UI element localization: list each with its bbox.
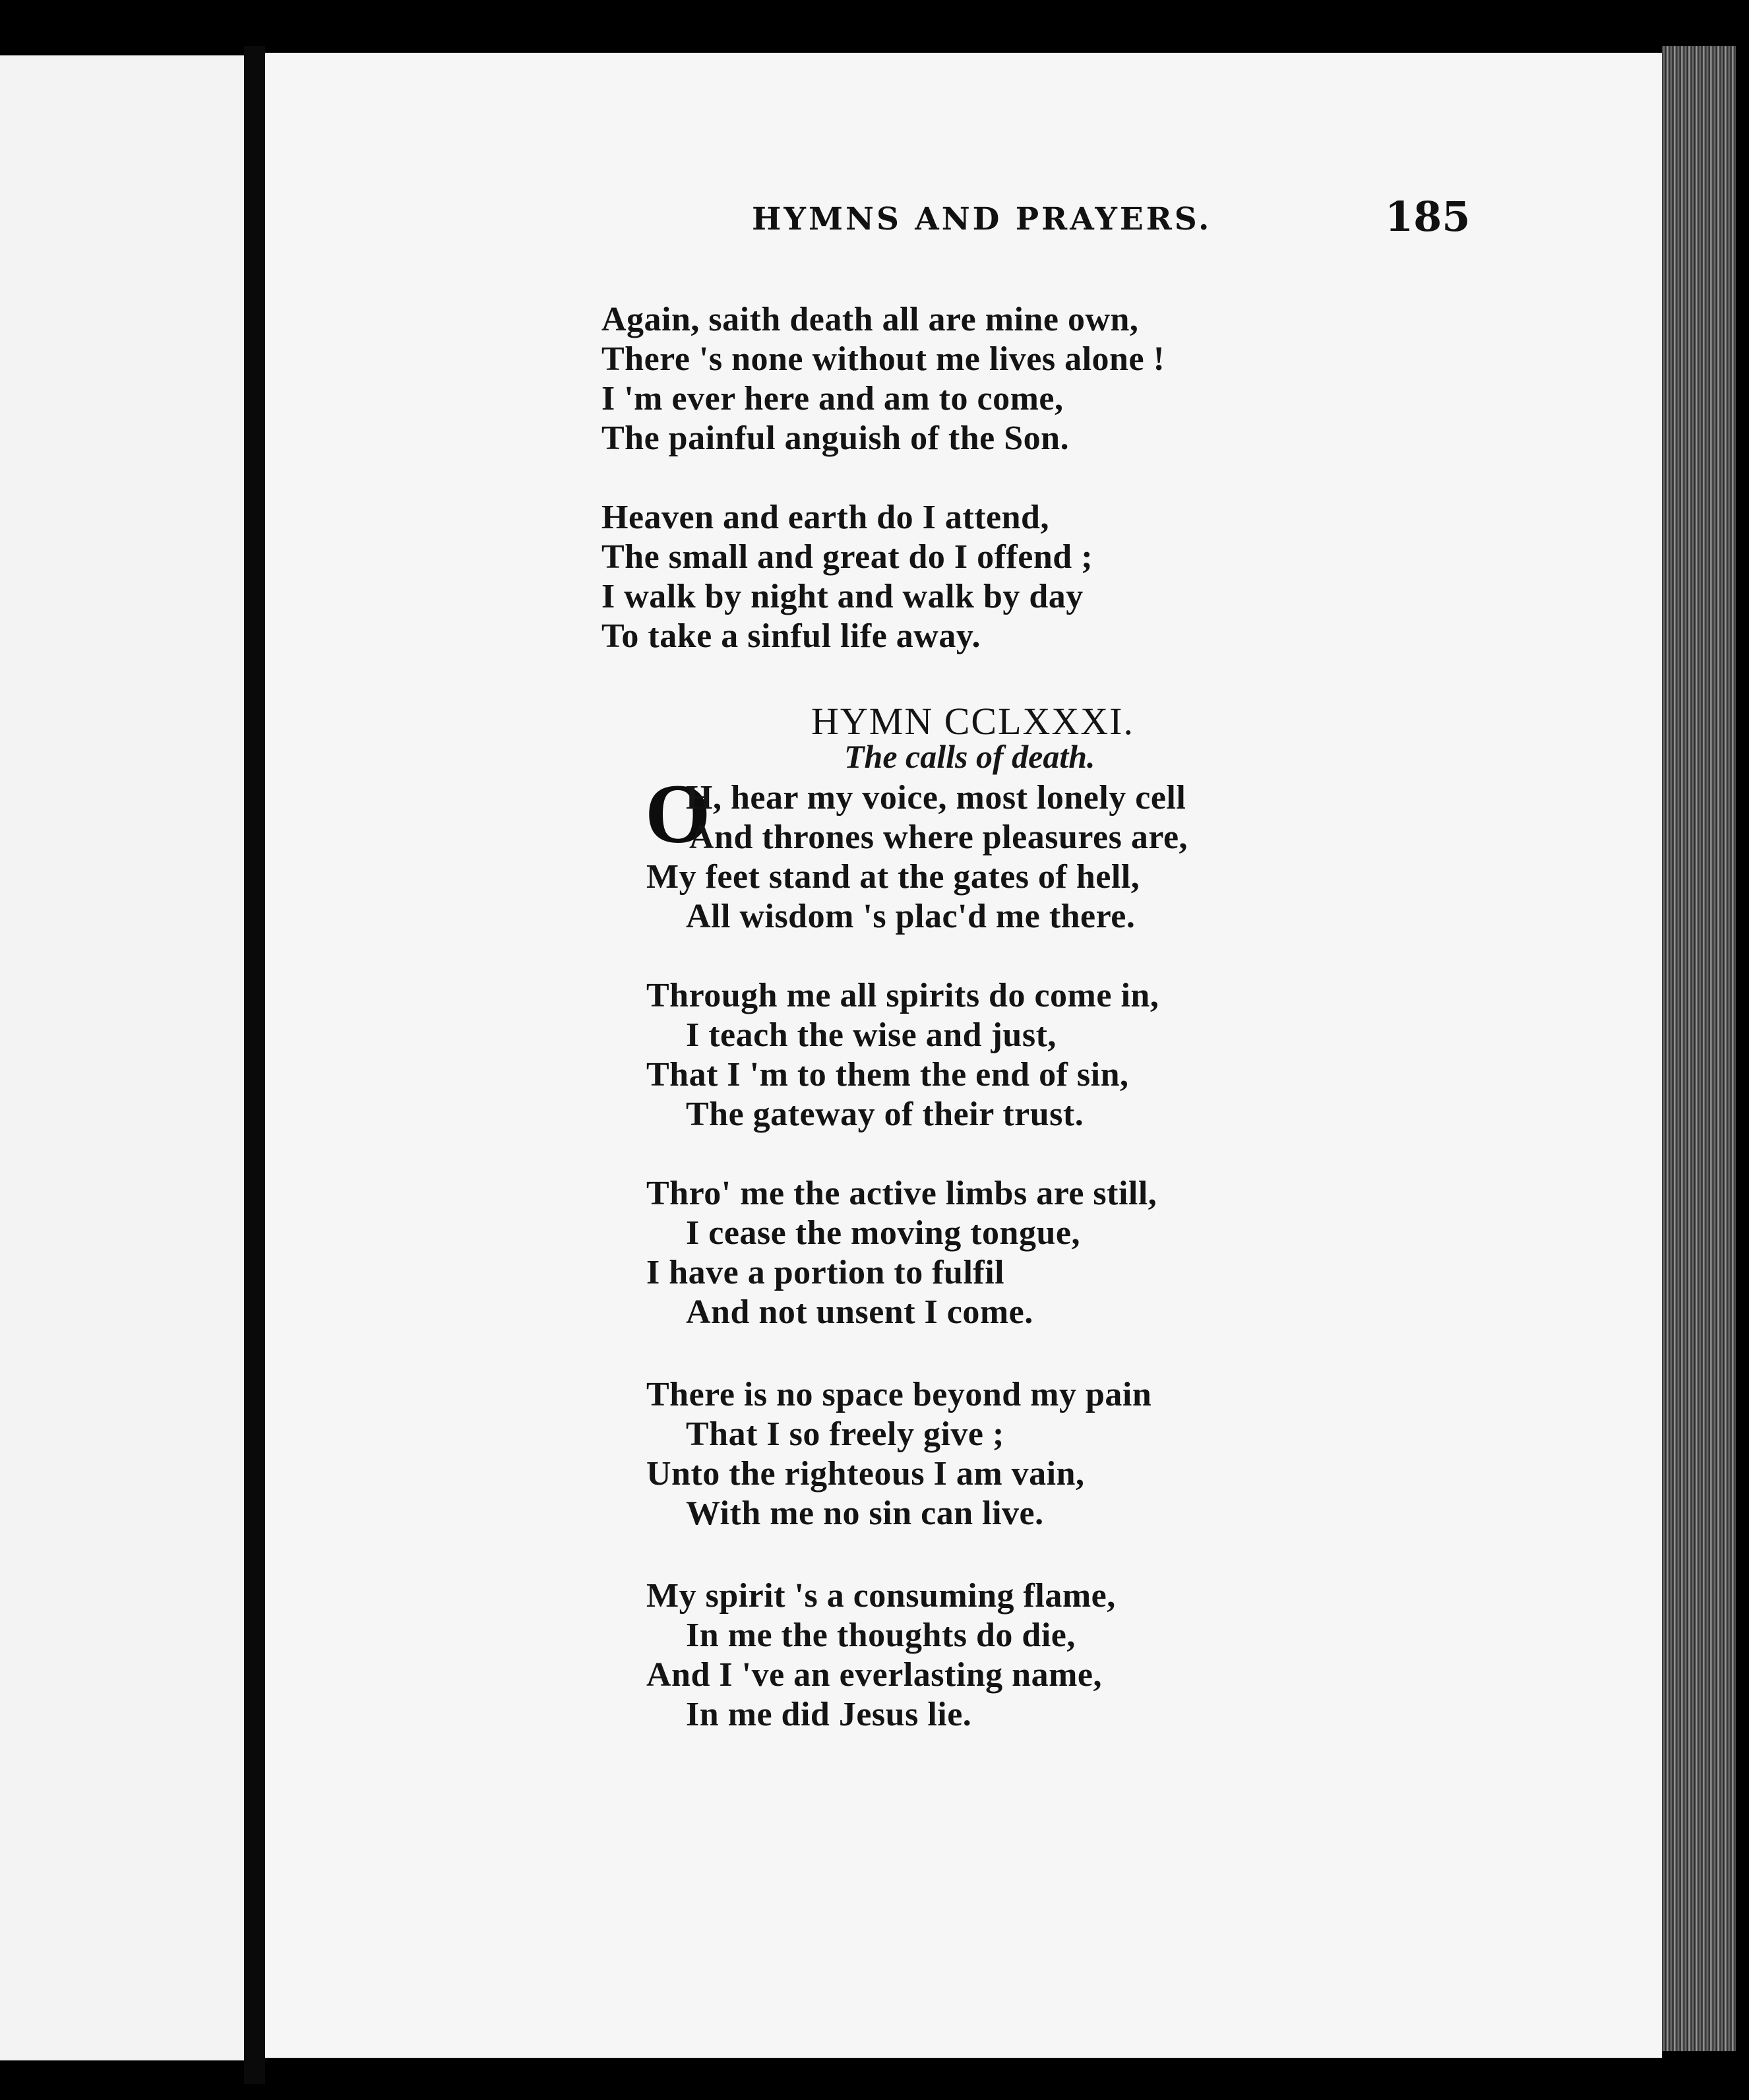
verse-line: That I so freely give ; <box>686 1415 1004 1453</box>
verse-line: The painful anguish of the Son. <box>601 419 1070 457</box>
verse-line: In me did Jesus lie. <box>686 1696 972 1733</box>
verse-line: I cease the moving tongue, <box>686 1214 1080 1252</box>
verse-line: Unto the righteous I am vain, <box>646 1455 1085 1493</box>
book-gutter <box>244 46 265 2084</box>
verse-line: I teach the wise and just, <box>686 1016 1057 1054</box>
verse-line: All wisdom 's plac'd me there. <box>686 898 1136 935</box>
verse-line: And thrones where pleasures are, <box>689 818 1188 856</box>
verse-line: In me the thoughts do die, <box>686 1617 1076 1654</box>
verse-line: The small and great do I offend ; <box>601 538 1093 576</box>
verse-line: Through me all spirits do come in, <box>646 977 1159 1014</box>
verse-line: And I 've an everlasting name, <box>646 1656 1102 1694</box>
verse-line: I walk by night and walk by day <box>601 578 1084 615</box>
running-title: HYMNS AND PRAYERS. <box>752 201 1212 237</box>
verse-line: That I 'm to them the end of sin, <box>646 1056 1129 1094</box>
verse-line: Again, saith death all are mine own, <box>601 301 1139 338</box>
hymn-subtitle: The calls of death. <box>844 738 1095 775</box>
verse-line: I have a portion to fulfil <box>646 1254 1005 1291</box>
verse-line: There 's none without me lives alone ! <box>601 340 1165 378</box>
verse-line: My spirit 's a consuming flame, <box>646 1577 1116 1615</box>
page-edge <box>1662 46 1736 2051</box>
left-page <box>0 55 244 2060</box>
verse-line: Heaven and earth do I attend, <box>601 499 1049 536</box>
verse-line: My feet stand at the gates of hell, <box>646 858 1140 896</box>
hymn-number: HYMN CCLXXXI. <box>811 700 1134 743</box>
verse-line: To take a sinful life away. <box>601 617 981 655</box>
verse-line: The gateway of their trust. <box>686 1096 1084 1133</box>
verse-line: And not unsent I come. <box>686 1293 1033 1331</box>
verse-line: Thro' me the active limbs are still, <box>646 1175 1157 1212</box>
verse-line: With me no sin can live. <box>686 1495 1044 1532</box>
verse-line: I 'm ever here and am to come, <box>601 380 1064 417</box>
page-number: 185 <box>1385 193 1471 241</box>
verse-line: There is no space beyond my pain <box>646 1376 1152 1413</box>
drop-cap: O <box>645 767 711 861</box>
verse-line: H, hear my voice, most lonely cell <box>686 779 1186 817</box>
